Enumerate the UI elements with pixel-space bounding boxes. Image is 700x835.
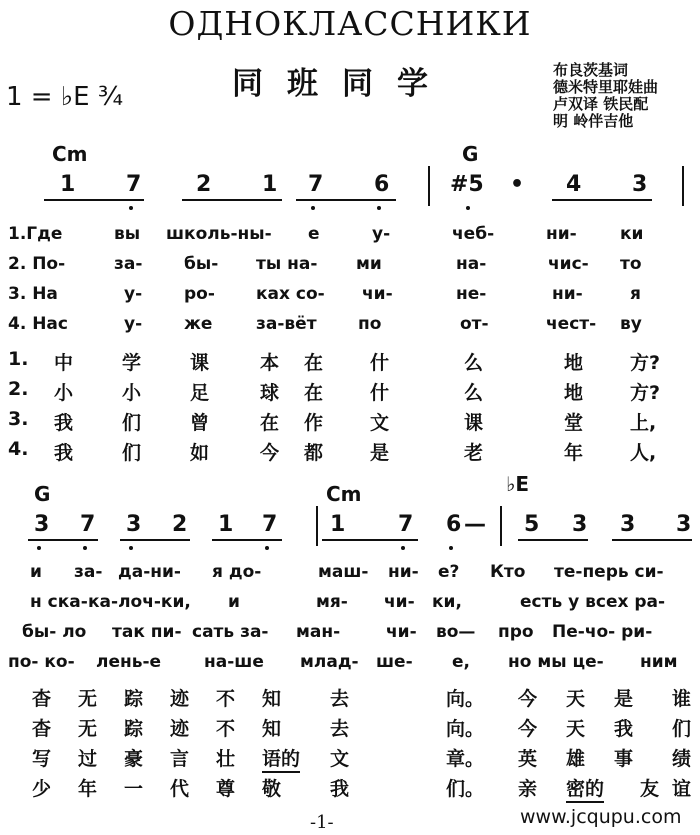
lyric: 迹 [170, 718, 190, 740]
lyric: 曾 [190, 412, 210, 434]
lyric-row-ru [0, 254, 700, 278]
lyric: Кто [490, 562, 526, 582]
octave-dot [129, 546, 133, 550]
credits [553, 62, 658, 130]
lyric: 迹 [170, 688, 190, 710]
lyric: ки [620, 224, 644, 244]
lyric: 么 [464, 352, 484, 374]
lyric: 不 [216, 688, 236, 710]
lyric: 壮 [216, 748, 236, 770]
octave-dot [311, 206, 315, 210]
lyric: млад- [300, 652, 359, 672]
lyric: 一 [124, 778, 144, 800]
note: 6 [374, 172, 390, 197]
lyric-row-cn [0, 714, 700, 738]
lyric: 在 [260, 412, 280, 434]
lyric: не- [456, 284, 487, 304]
barline [500, 506, 502, 546]
lyric: 4. Нас [8, 314, 68, 334]
lyric: ни- [388, 562, 419, 582]
lyric-row-cn [0, 774, 700, 798]
lyric: же [184, 314, 213, 334]
lyric: 写 [32, 748, 52, 770]
note: 5 [524, 512, 540, 537]
lyric: чест- [546, 314, 597, 334]
lyric: 足 [190, 382, 210, 404]
beam [212, 539, 282, 541]
chord-label: Cm [52, 142, 88, 166]
lyric: 语的 [262, 744, 300, 773]
note: #5 [450, 172, 484, 197]
lyric: 老 [464, 442, 484, 464]
lyric: ты на- [256, 254, 318, 274]
lyric: 文 [370, 412, 390, 434]
note: 3 [126, 512, 142, 537]
lyric: 向。 [446, 688, 485, 710]
lyric: 在 [304, 382, 324, 404]
lyric: е? [438, 562, 460, 582]
credit-line: 卢双译 铁民配 [553, 95, 649, 113]
lyric-row-ru [0, 592, 700, 616]
note: 1 [330, 512, 346, 537]
lyric: то [620, 254, 642, 274]
lyric-row-cn [0, 348, 700, 372]
lyric: 谊 [672, 778, 692, 800]
note: — [464, 512, 486, 537]
lyric: так пи- [112, 622, 182, 642]
lyric: 2. По- [8, 254, 66, 274]
note: 2 [196, 172, 212, 197]
lyric-row-ru [0, 314, 700, 338]
lyric: 章。 [446, 748, 485, 770]
barline [682, 166, 684, 206]
beam [552, 199, 652, 201]
lyric: ву [620, 314, 642, 334]
lyric: 向。 [446, 718, 485, 740]
chord-label: G [462, 142, 479, 166]
lyric: вы [114, 224, 141, 244]
lyric: чис- [548, 254, 589, 274]
note: 3 [34, 512, 50, 537]
chord-label: G [34, 482, 51, 506]
page-title-cn: 同班同学 [232, 66, 452, 102]
lyric: 中 [54, 352, 74, 374]
lyric: ни- [546, 224, 577, 244]
octave-dot [83, 546, 87, 550]
lyric: 无 [78, 718, 98, 740]
lyric-row-ru [0, 622, 700, 646]
lyric: 我 [614, 718, 634, 740]
octave-dot [449, 546, 453, 550]
lyric: 言 [170, 748, 190, 770]
lyric: чи- [384, 592, 415, 612]
lyric: и [228, 592, 240, 612]
lyric: 作 [304, 412, 324, 434]
lyric: 小 [122, 382, 142, 404]
lyric: 4. [8, 438, 29, 460]
note: 7 [262, 512, 278, 537]
lyric-row-ru [0, 224, 700, 248]
lyric: е [308, 224, 320, 244]
octave-dot [401, 546, 405, 550]
lyric: ше- [376, 652, 413, 672]
notation-row [0, 512, 700, 542]
key-signature: 1 = ♭E ¾ [6, 82, 124, 112]
lyric: 1. [8, 348, 29, 370]
lyric: 踪 [124, 688, 144, 710]
lyric: 地 [564, 382, 584, 404]
lyric: да-ни- [118, 562, 181, 582]
lyric: 知 [262, 718, 282, 740]
credit-line: 明 岭伴吉他 [553, 112, 634, 130]
lyric: 尊 [216, 778, 236, 800]
lyric: чи- [362, 284, 393, 304]
lyric: 是 [370, 442, 390, 464]
lyric: я [630, 284, 641, 304]
lyric: 今 [260, 442, 280, 464]
lyric: есть у всех ра- [520, 592, 666, 612]
lyric: у- [124, 284, 143, 304]
lyric: ни- [552, 284, 583, 304]
lyric: 雄 [566, 748, 586, 770]
lyric: 今 [518, 718, 538, 740]
lyric: по- ко- [8, 652, 75, 672]
beam [518, 539, 588, 541]
lyric: на-ше [204, 652, 264, 672]
lyric: 绩 [672, 748, 692, 770]
lyric-row-cn [0, 438, 700, 462]
lyric: 密的 [566, 774, 604, 803]
barline [316, 506, 318, 546]
beam [612, 539, 692, 541]
lyric-row-ru [0, 652, 700, 676]
octave-dot [377, 206, 381, 210]
lyric: 少 [32, 778, 52, 800]
octave-dot [265, 546, 269, 550]
lyric: 知 [262, 688, 282, 710]
lyric: 如 [190, 442, 210, 464]
lyric: 们 [122, 412, 142, 434]
lyric: те-перь си- [554, 562, 664, 582]
lyric: 2. [8, 378, 29, 400]
lyric: маш- [318, 562, 369, 582]
lyric: во— [436, 622, 476, 642]
lyric: 代 [170, 778, 190, 800]
watermark: www.jcqupu.com [520, 806, 682, 828]
lyric: 年 [564, 442, 584, 464]
lyric: сать за- [192, 622, 269, 642]
lyric: ним [640, 652, 678, 672]
lyric: 堂 [564, 412, 584, 434]
lyric: бы- [184, 254, 219, 274]
lyric: 球 [260, 382, 280, 404]
lyric: 方? [630, 352, 661, 374]
lyric: 不 [216, 718, 236, 740]
lyric: лень-е [96, 652, 162, 672]
note: • [510, 172, 525, 197]
lyric: 人, [630, 442, 657, 464]
lyric: 杳 [32, 718, 52, 740]
note: 3 [620, 512, 636, 537]
lyric: 友 [640, 778, 660, 800]
lyric: 踪 [124, 718, 144, 740]
lyric: 英 [518, 748, 538, 770]
lyric: 本 [260, 352, 280, 374]
lyric: и [30, 562, 42, 582]
lyric: за- [74, 562, 103, 582]
lyric-row-cn [0, 744, 700, 768]
lyric-row-cn [0, 408, 700, 432]
lyric: 无 [78, 688, 98, 710]
beam [28, 539, 98, 541]
note: 6 [446, 512, 462, 537]
lyric: за- [114, 254, 143, 274]
note: 1 [60, 172, 76, 197]
lyric: за-вёт [256, 314, 317, 334]
note: 3 [632, 172, 648, 197]
lyric: 3. На [8, 284, 58, 304]
lyric: 们。 [446, 778, 485, 800]
lyric: 上, [630, 412, 657, 434]
lyric: ках со- [256, 284, 325, 304]
lyric: у- [372, 224, 391, 244]
octave-dot [37, 546, 41, 550]
beam [120, 539, 190, 541]
beam [44, 199, 144, 201]
octave-dot [466, 206, 470, 210]
lyric: н ска- [30, 592, 88, 612]
beam [322, 539, 418, 541]
lyric: 文 [330, 748, 350, 770]
beam [182, 199, 282, 201]
credit-line: 布良茨基词 [553, 61, 629, 79]
lyric: бы- ло [22, 622, 87, 642]
lyric: 我 [330, 778, 350, 800]
lyric: школь-ны- [166, 224, 272, 244]
lyric: 亲 [518, 778, 538, 800]
note: 7 [398, 512, 414, 537]
lyric: 课 [464, 412, 484, 434]
lyric: мя- [316, 592, 348, 612]
credit-line: 德米特里耶娃曲 [553, 78, 659, 96]
note: 3 [572, 512, 588, 537]
lyric: 豪 [124, 748, 144, 770]
note: 7 [308, 172, 324, 197]
chord-label: Cm [326, 482, 362, 506]
chord-label: ♭E [506, 472, 530, 496]
note: 7 [126, 172, 142, 197]
lyric: е, [452, 652, 470, 672]
lyric: 去 [330, 688, 350, 710]
lyric: 什 [370, 382, 390, 404]
lyric: я до- [212, 562, 262, 582]
barline [428, 166, 430, 206]
lyric: 们 [122, 442, 142, 464]
lyric: 学 [122, 352, 142, 374]
lyric: 杳 [32, 688, 52, 710]
note: 1 [218, 512, 234, 537]
lyric: ман- [296, 622, 341, 642]
page-title-ru: ОДНОКЛАССНИКИ [168, 4, 532, 43]
lyric-row-ru [0, 562, 700, 586]
lyric: 去 [330, 718, 350, 740]
lyric: 事 [614, 748, 634, 770]
lyric: ро- [184, 284, 215, 304]
lyric: 什 [370, 352, 390, 374]
beam [296, 199, 396, 201]
lyric: чи- [386, 622, 417, 642]
lyric: ки, [432, 592, 462, 612]
lyric: 年 [78, 778, 98, 800]
octave-dot [129, 206, 133, 210]
note: 4 [566, 172, 582, 197]
lyric-row-cn [0, 378, 700, 402]
lyric: 小 [54, 382, 74, 404]
note: 2 [172, 512, 188, 537]
lyric: ми [356, 254, 382, 274]
notation-row [0, 172, 700, 202]
page-number: -1- [310, 812, 334, 833]
lyric: 1.Где [8, 224, 63, 244]
lyric: 地 [564, 352, 584, 374]
lyric: 方? [630, 382, 661, 404]
lyric: 谁 [672, 688, 692, 710]
note: 1 [262, 172, 278, 197]
lyric: 是 [614, 688, 634, 710]
lyric: 敬 [262, 778, 282, 800]
lyric: про [498, 622, 534, 642]
lyric: 们 [672, 718, 692, 740]
lyric: но мы це- [508, 652, 604, 672]
lyric: 天 [566, 688, 586, 710]
lyric: 在 [304, 352, 324, 374]
lyric: 今 [518, 688, 538, 710]
lyric: 我 [54, 412, 74, 434]
lyric: 过 [78, 748, 98, 770]
lyric: ка-лоч-ки, [88, 592, 191, 612]
lyric: 都 [304, 442, 324, 464]
lyric: 课 [190, 352, 210, 374]
lyric: по [358, 314, 382, 334]
lyric-row-ru [0, 284, 700, 308]
lyric: 天 [566, 718, 586, 740]
lyric-row-cn [0, 684, 700, 708]
note: 7 [80, 512, 96, 537]
lyric: у- [124, 314, 143, 334]
lyric: 3. [8, 408, 29, 430]
lyric: 我 [54, 442, 74, 464]
lyric: на- [456, 254, 487, 274]
note: 3 [676, 512, 692, 537]
lyric: от- [460, 314, 489, 334]
lyric: чеб- [452, 224, 495, 244]
lyric: Пе-чо- ри- [552, 622, 653, 642]
lyric: 么 [464, 382, 484, 404]
